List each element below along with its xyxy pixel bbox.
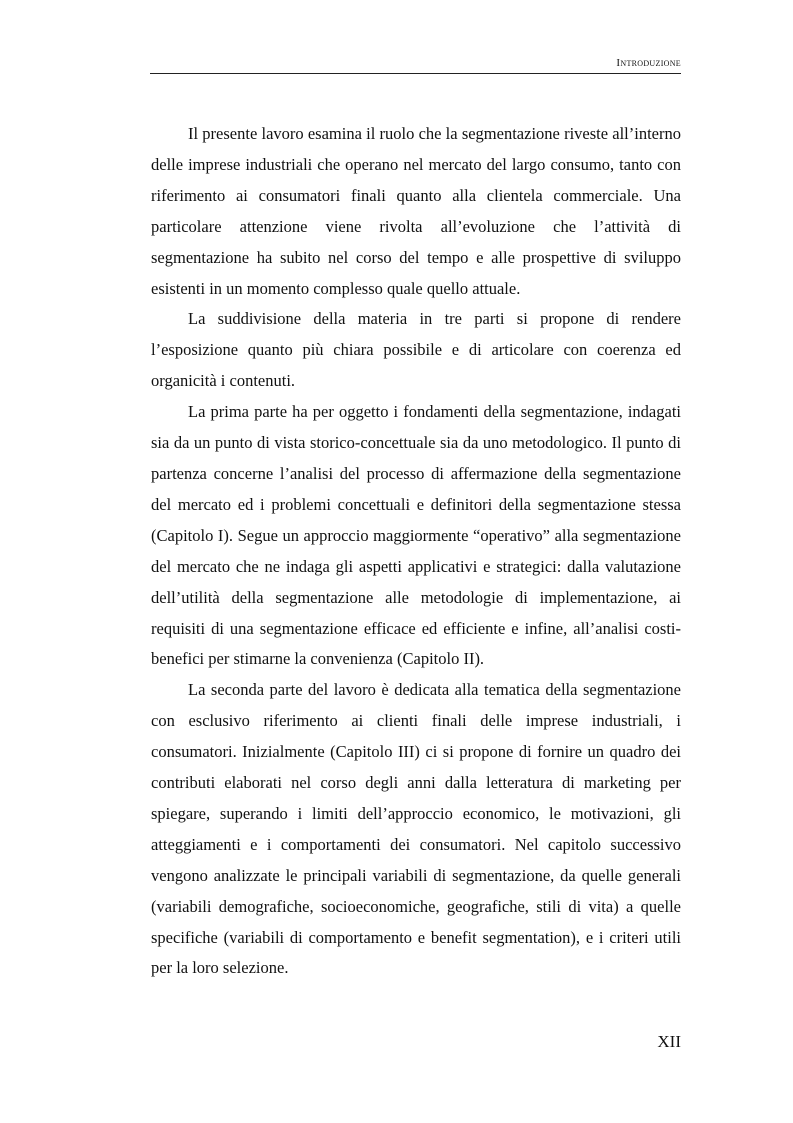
running-header: Introduzione — [616, 57, 681, 69]
paragraph-4: La seconda parte del lavoro è dedicata alla tematica della segmentazione con esclusivo riferimento ai clienti finali delle imprese industriali, i consumatori. Inizialmente (Capitolo III) ci si propone di fornire un quadro dei contributi elaborati nel corso degli anni dalla letteratura di marketing per spiegare, superando i limiti dell’approccio economico, le motivazioni, gli atteggiamenti e i comportamenti dei consumatori. Nel capitolo successivo vengono analizzate le principali variabili di segmentazione, da quelle generali (variabili demografiche, socioeconomiche, geografiche, stili di vita) a quelle specifiche (variabili di comportamento e benefit segmentation), e i criteri utili per la loro selezione. — [151, 680, 681, 978]
header-rule — [150, 73, 681, 74]
paragraph-1: Il presente lavoro esamina il ruolo che la segmentazione riveste all’interno delle imprese industriali che operano nel mercato del largo consumo, tanto con riferimento ai consumatori finali quanto alla clientela commerciale. Una particolare attenzione viene rivolta all’evoluzione che l’attività di segmentazione ha subito nel corso del tempo e alle prospettive di sviluppo esistenti in un momento complesso quale quello attuale. — [151, 124, 681, 298]
paragraph-3: La prima parte ha per oggetto i fondamenti della segmentazione, indagati sia da un punto di vista storico-concettuale sia da uno metodologico. Il punto di partenza concerne l’analisi del processo di affermazione della segmentazione del mercato ed i problemi concettuali e definitori della segmentazione stessa (Capitolo I). Segue un approccio maggiormente “operativo” alla segmentazione del mercato che ne indaga gli aspetti applicativi e strategici: dalla valutazione dell’utilità della segmentazione alle metodologie di implementazione, ai requisiti di una segmentazione efficace ed efficiente e infine, all’analisi costi-benefici per stimarne la convenienza (Capitolo II). — [151, 402, 681, 669]
page-number: XII — [657, 1032, 681, 1051]
paragraph-2: La suddivisione della materia in tre parti si propone di rendere l’esposizione quanto più chiara possibile e di articolare con coerenza ed organicità i contenuti. — [151, 309, 681, 391]
body-text — [151, 119, 681, 984]
